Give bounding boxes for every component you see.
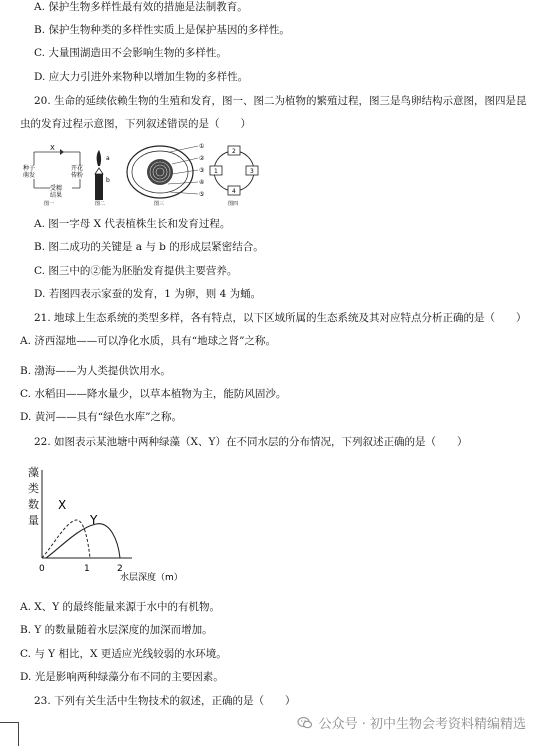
fig1-x-label: X (50, 144, 55, 152)
fig4-caption: 图四 (228, 201, 239, 206)
q21-option-c: C. 水稻田——降水量少，以草本植物为主，能防风固沙。 (20, 388, 287, 400)
q20-stem-line1: 20. 生命的延续依赖生物的生殖和发育，图一、图二为植物的繁殖过程，图三是鸟卵结构示意图，图四是昆 (34, 95, 527, 107)
ylabel-char-1: 藻 (28, 466, 39, 479)
q19-option-a: A. 保护生物多样性最有效的措施是法制教育。 (34, 1, 248, 13)
fig3-n2: ② (199, 155, 205, 162)
q22-chart (20, 462, 220, 588)
fig1-seed-label: 种子 (23, 165, 36, 172)
watermark-text: 公众号 · 初中生物会考资料精编精选 (318, 717, 526, 732)
q22-option-a: A. X、Y 的最终能量来源于水中的有机物。 (20, 601, 221, 613)
q19-option-b: B. 保护生物种类的多样性实质上是保护基因的多样性。 (34, 24, 290, 36)
q20-option-c: C. 图三中的②能为胚胎发育提供主要营养。 (34, 265, 238, 277)
watermark (297, 713, 526, 732)
q22-option-c: C. 与 Y 相比，X 更适应光线较弱的水环境。 (20, 648, 227, 660)
fig3-n3: ③ (199, 167, 205, 174)
q22-stem: 22. 如图表示某池塘中两种绿藻（X、Y）在不同水层的分布情况，下列叙述正确的是（ ） (34, 436, 468, 448)
fig3-n1: ① (199, 143, 205, 150)
series-y-label: Y (90, 513, 98, 527)
q21-option-a: A. 济西湿地——可以净化水质，具有“地球之肾”之称。 (20, 335, 276, 347)
chart-ylabel (28, 465, 39, 527)
q22-option-b: B. Y 的数量随着水层深度的加深而增加。 (20, 624, 213, 636)
q23-stem: 23. 下列有关生活中生物技术的叙述，正确的是（ ） (34, 695, 296, 707)
fig3-n4: ④ (199, 179, 205, 186)
fig1-sprout-label: 萌发 (23, 172, 36, 179)
fig1-flower2-label: 传粉 (71, 172, 84, 179)
series-y-curve (46, 524, 120, 558)
fig1-fert2-label: 结果 (50, 192, 63, 199)
q19-option-c: C. 大量围湖造田不会影响生物的多样性。 (34, 47, 227, 59)
x-tick-2: 2 (117, 564, 123, 574)
ylabel-char-2: 类 (28, 482, 39, 495)
figure-1-cycle (22, 144, 92, 206)
q20-option-d: D. 若图四表示家蚕的发育，1 为卵，则 4 为蛹。 (34, 288, 262, 300)
figure-3-egg (127, 143, 205, 206)
fig1-caption: 图一 (44, 201, 55, 206)
fig1-flower1-label: 开花 (71, 165, 84, 172)
x-tick-0: 0 (39, 564, 45, 574)
fig3-n5: ⑤ (199, 191, 205, 198)
series-x-label: X (58, 498, 67, 512)
fig4-n3: 3 (250, 168, 254, 175)
q20-stem-line2: 虫的发育过程示意图，下列叙述错误的是（ ） (20, 118, 251, 130)
q22-option-d: D. 光是影响两种绿藻分布不同的主要因素。 (20, 671, 224, 683)
fig1-fert1-label: 受精 (50, 185, 63, 192)
figure-2-graft (95, 150, 110, 206)
q21-stem: 21. 地球上生态系统的类型多样，各有特点，以下区域所属的生态系统及其对应特点分析正确的是（ ） (34, 312, 527, 324)
wechat-icon (297, 715, 313, 731)
page-corner-mark (0, 722, 19, 746)
fig4-n4: 4 (232, 188, 236, 195)
fig3-caption: 图三 (154, 201, 165, 206)
q21-option-d: D. 黄河——具有“绿色水库”之称。 (20, 411, 182, 423)
fig2-b-label: b (106, 177, 110, 184)
fig4-n2: 2 (232, 148, 236, 155)
fig2-caption: 图二 (95, 201, 106, 206)
ylabel-char-3: 数 (28, 498, 39, 511)
series-x-curve (42, 520, 90, 558)
chart-xlabel: 水层深度（m） (120, 573, 183, 583)
q19-option-d: D. 应大力引进外来物种以增加生物的多样性。 (34, 71, 249, 83)
q20-option-b: B. 图二成功的关键是 a 与 b 的形成层紧密结合。 (34, 241, 264, 253)
x-tick-1: 1 (84, 564, 90, 574)
fig2-a-label: a (106, 155, 110, 162)
ylabel-char-4: 量 (28, 514, 39, 527)
fig4-n1: 1 (214, 168, 218, 175)
q20-figures (20, 140, 270, 206)
q21-option-b: B. 渤海——为人类提供饮用水。 (20, 365, 171, 377)
figure-4-cycle (210, 146, 258, 206)
q20-option-a: A. 图一字母 X 代表植株生长和发育过程。 (34, 218, 231, 230)
